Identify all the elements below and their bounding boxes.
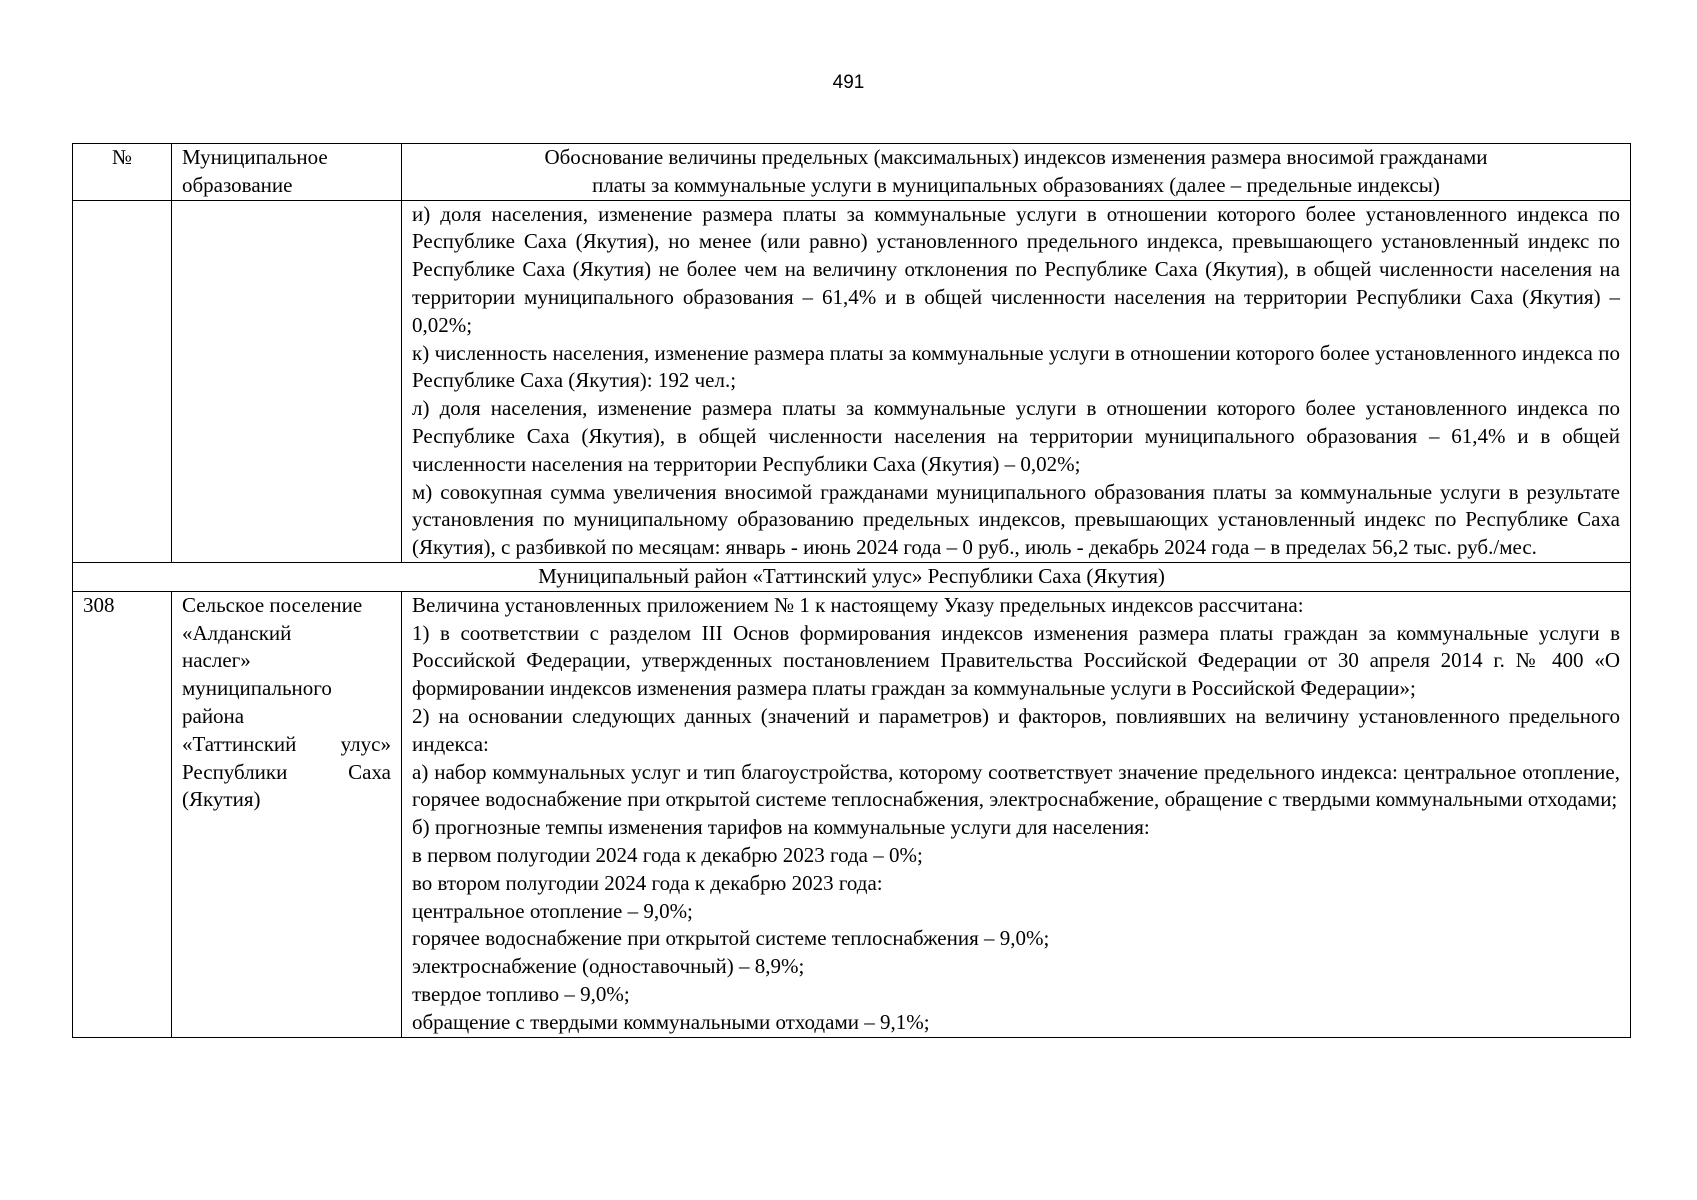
paragraph-solid-fuel: твердое топливо – 9,0%; — [412, 981, 630, 1006]
paragraph-l: л) доля населения, изменение размера платы за коммунальные услуги в отношении которого более установленного индекса по Республике Саха (Якутия), в общей численности населения на территории муниципального образования – 61,4% и в общей численности населения на территории Республики Саха (Якутия) – 0,02%; — [412, 396, 1620, 476]
justification-cell — [402, 591, 1631, 1037]
municipality-line: Сельское поселение — [182, 592, 363, 617]
municipality-line: наслег» — [182, 648, 251, 673]
header-municipality — [172, 144, 402, 201]
table-row-308 — [73, 591, 1631, 1037]
paragraph-i: и) доля населения, изменение размера платы за коммунальные услуги в отношении которого более установленного индекса по Республике Саха (Якутия), но менее (или равно) установленного предельного индекса, превышающего установленный индекс по Республике Саха (Якутия) не более чем на величину отклонения по Республике Саха (Якутия), в общей численности населения на территории муниципального образования – 61,4% и в общей численности населения на территории Республики Саха (Якутия) – 0,02%; — [412, 201, 1620, 337]
paragraph-m: м) совокупная сумма увеличения вносимой гражданами муниципального образования платы за коммунальные услуги в результате установления по муниципальному образованию предельных индексов, превышающих установленный индекс по Республике Саха (Якутия), с разбивкой по месяцам: январь - июнь 2024 года – 0 руб., июль - декабрь 2024 года – в пределах 56,2 тыс. руб./мес. — [412, 479, 1620, 560]
table-row-continued — [73, 200, 1631, 562]
paragraph-heating: центральное отопление – 9,0%; — [412, 898, 693, 923]
paragraph-b: б) прогнозные темпы изменения тарифов на коммунальные услуги для населения: — [412, 815, 1150, 840]
page-number: 491 — [832, 72, 865, 93]
paragraph-electricity: электроснабжение (одноставочный) – 8,9%; — [412, 954, 805, 979]
municipality-line: района — [182, 703, 245, 728]
municipality-word: Республики — [182, 759, 288, 784]
paragraph-k: к) численность населения, изменение размера платы за коммунальные услуги в отношении которого более установленного индекса по Республике Саха (Якутия): 192 чел.; — [412, 340, 1620, 393]
municipality-line: (Якутия) — [182, 787, 261, 812]
header-justification — [402, 144, 1631, 201]
paragraph-1: 1) в соответствии с разделом III Основ формирования индексов изменения размера платы граждан за коммунальные услуги в Российской Федерации, утвержденных постановлением Правительства Российской Федерации от 30 апреля 2014 г. № 400 «О формировании индексов изменения размера платы граждан за коммунальные услуги в Российской Федерации»; — [412, 620, 1620, 701]
continued-justification-cell — [402, 200, 1631, 562]
municipality-cell — [172, 591, 402, 1037]
municipality-line: «Алданский — [182, 620, 292, 645]
district-title: Муниципальный район «Таттинский улус» Республики Саха (Якутия) — [73, 562, 1631, 591]
header-justification-line2: платы за коммунальные услуги в муниципальных образованиях (далее – предельные индексы) — [592, 172, 1440, 197]
continued-number-cell — [73, 200, 172, 562]
header-justification-line1: Обоснование величины предельных (максимальных) индексов изменения размера вносимой гражданами — [544, 145, 1488, 169]
header-municipality-line1: Муниципальное — [182, 145, 328, 169]
paragraph-2: 2) на основании следующих данных (значений и параметров) и факторов, повлиявших на величину установленного предельного индекса: — [412, 703, 1620, 756]
municipality-word: улус» — [340, 731, 391, 756]
row-number: 308 — [73, 591, 172, 1037]
municipality-line: муниципального — [182, 676, 332, 701]
municipality-word: Саха — [348, 759, 391, 784]
municipality-line — [182, 759, 391, 787]
municipality-line — [182, 731, 391, 759]
paragraph-second-half: во втором полугодии 2024 года к декабрю 2023 года: — [412, 870, 883, 895]
paragraph-a: а) набор коммунальных услуг и тип благоустройства, которому соответствует значение предельного индекса: центральное отопление, горячее водоснабжение при открытой системе теплоснабжения, электроснабжение, обращение с твердыми коммунальными отходами; — [412, 759, 1620, 812]
header-municipality-line2: образование — [182, 172, 293, 197]
paragraph-intro: Величина установленных приложением № 1 к настоящему Указу предельных индексов рассчитана: — [412, 592, 1304, 617]
header-number: № — [73, 144, 172, 201]
paragraph-first-half: в первом полугодии 2024 года к декабрю 2023 года – 0%; — [412, 842, 923, 867]
table-header-row — [73, 144, 1631, 201]
municipality-word: «Таттинский — [182, 731, 297, 756]
paragraph-waste: обращение с твердыми коммунальными отходами – 9,1%; — [412, 1009, 930, 1034]
paragraph-hot-water: горячее водоснабжение при открытой системе теплоснабжения – 9,0%; — [412, 926, 1050, 951]
tariff-justification-table — [72, 143, 1631, 1038]
table-row-district — [73, 562, 1631, 591]
continued-municipality-cell — [172, 200, 402, 562]
